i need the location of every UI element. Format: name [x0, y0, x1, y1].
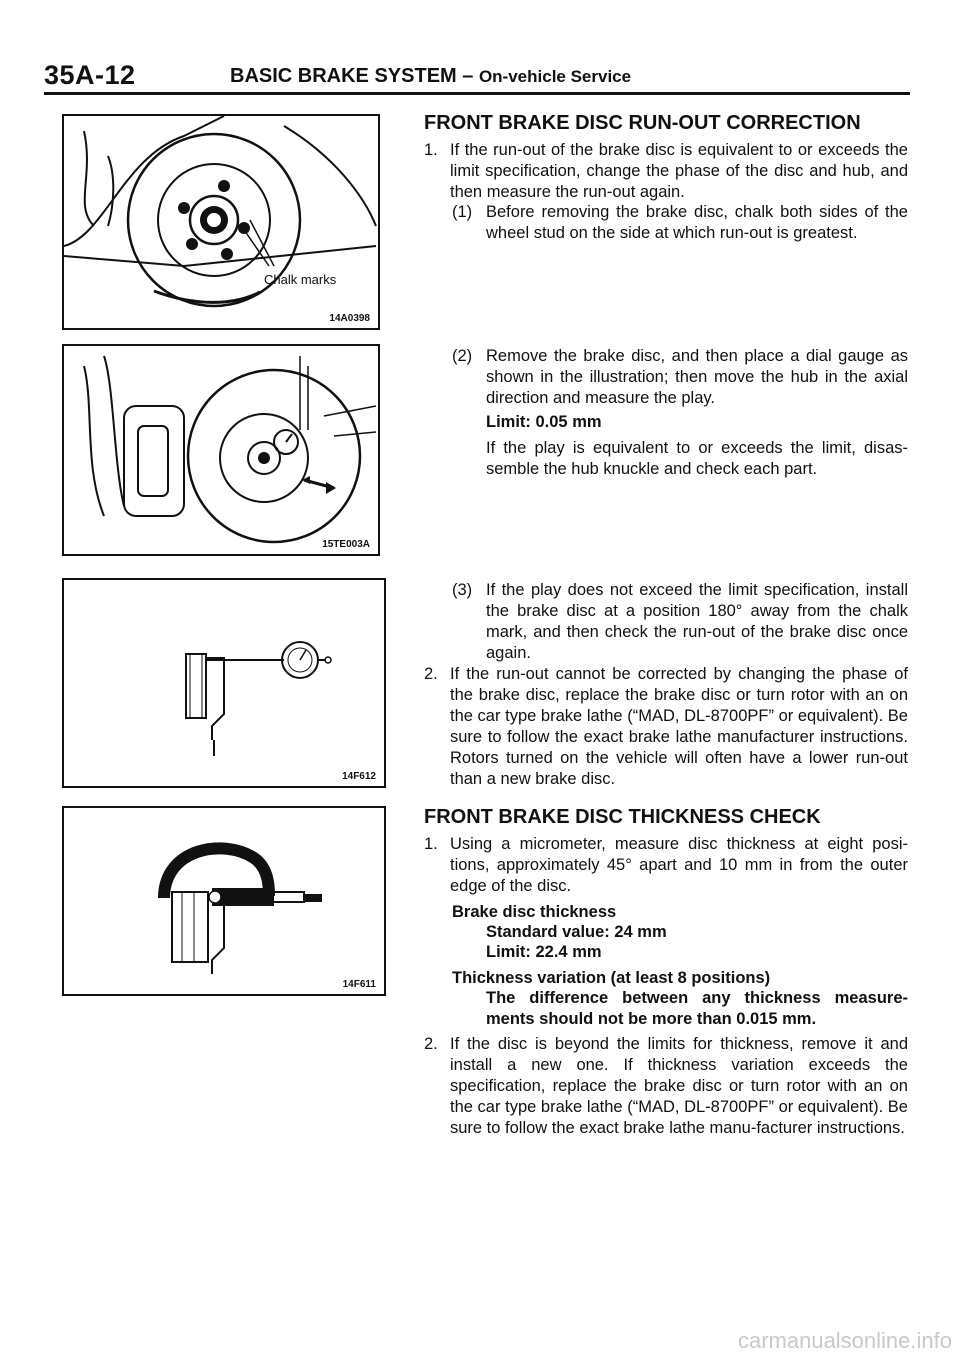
figure-dial-gauge	[62, 578, 386, 788]
step-number: 2.	[424, 665, 438, 683]
runout-substep-2	[452, 346, 908, 409]
substep-number: (3)	[452, 581, 473, 599]
substep-number: (2)	[452, 347, 473, 365]
figure-callout-chalk-marks: Chalk marks	[264, 272, 337, 287]
runout-substep-1	[452, 202, 908, 244]
heading-thickness-check: FRONT BRAKE DISC THICKNESS CHECK	[424, 806, 821, 828]
page-header	[44, 60, 910, 94]
substep-text: If the play does not exceed the limit specification, install the brake disc at a position 180° away from the chalk mark, and then check the run-out of the brake disc once again.	[486, 581, 908, 662]
wheel-hub-illustration	[64, 116, 378, 328]
page-number: 35A-12	[44, 60, 136, 90]
section-title	[230, 65, 631, 88]
figure-code: 14F612	[342, 771, 376, 782]
figure-code: 14A0398	[329, 313, 370, 324]
header-rule	[44, 92, 910, 95]
substep-number: (1)	[452, 203, 473, 221]
step-number: 2.	[424, 1035, 438, 1053]
thickness-variation-text: The difference between any thickness measure-ments should not be more than 0.015 mm.	[486, 989, 908, 1028]
figure-chalk-marks	[62, 114, 380, 330]
figure-code: 14F611	[342, 979, 376, 990]
hub-play-limit-note: If the play is equivalent to or exceeds the limit, disas-semble the hub knuckle and check each part.	[486, 439, 908, 478]
section-subtitle: On-vehicle Service	[478, 67, 632, 86]
thickness-standard-value: Standard value: 24 mm	[486, 923, 667, 941]
hub-play-illustration	[64, 346, 378, 554]
step-text: If the disc is beyond the limits for thickness, remove it and install a new one. If thickness variation exceeds the specification, replace the brake disc or turn rotor with an on the car type brake lathe (“MAD, DL-8700PF” or equivalent). Be sure to follow the exact brake lathe manu-facturer instructions.	[450, 1035, 908, 1137]
heading-runout-correction: FRONT BRAKE DISC RUN-OUT CORRECTION	[424, 112, 861, 134]
thickness-step-1	[424, 834, 908, 897]
step-text: If the run-out cannot be corrected by changing the phase of the brake disc, replace the brake disc or turn rotor with an on the car type brake lathe (“MAD, DL-8700PF” or equivalent). Be sure to follow the exact brake lathe manufacturer instructions. Rotors turned on the vehicle will often have a lower run-out than a new brake disc.	[450, 665, 908, 788]
step-number: 1.	[424, 141, 438, 159]
hub-play-limit: Limit: 0.05 mm	[486, 413, 602, 431]
step-text: If the run-out of the brake disc is equivalent to or exceeds the limit specification, change the phase of the disc and hub, and then measure the run-out again.	[450, 141, 908, 201]
section-title-main: BASIC BRAKE SYSTEM	[230, 65, 457, 87]
figure-dial-gauge-hub	[62, 344, 380, 556]
figure-micrometer	[62, 806, 386, 996]
figure-code: 15TE003A	[322, 539, 370, 550]
dial-gauge-illustration	[64, 580, 384, 786]
thickness-variation-title: Thickness variation (at least 8 positions)	[452, 969, 771, 987]
substep-text: Before removing the brake disc, chalk both sides of the wheel stud on the side at which run-out is greatest.	[486, 203, 908, 242]
step-text: Using a micrometer, measure disc thickness at eight posi-tions, approximately 45° apart and 10 mm in from the outer edge of the disc.	[450, 835, 908, 895]
micrometer-illustration	[64, 808, 384, 994]
site-watermark: carmanualsonline.info	[737, 1328, 952, 1353]
section-title-dash: –	[462, 65, 474, 87]
runout-substep-3	[452, 580, 908, 664]
thickness-limit: Limit: 22.4 mm	[486, 943, 602, 961]
runout-step-2	[424, 664, 908, 790]
thickness-spec-title: Brake disc thickness	[452, 903, 617, 921]
substep-text: Remove the brake disc, and then place a dial gauge as shown in the illustration; then move the hub in the axial direction and measure the play.	[486, 347, 908, 407]
thickness-step-2	[424, 1034, 908, 1139]
runout-step-1	[424, 140, 908, 203]
step-number: 1.	[424, 835, 438, 853]
